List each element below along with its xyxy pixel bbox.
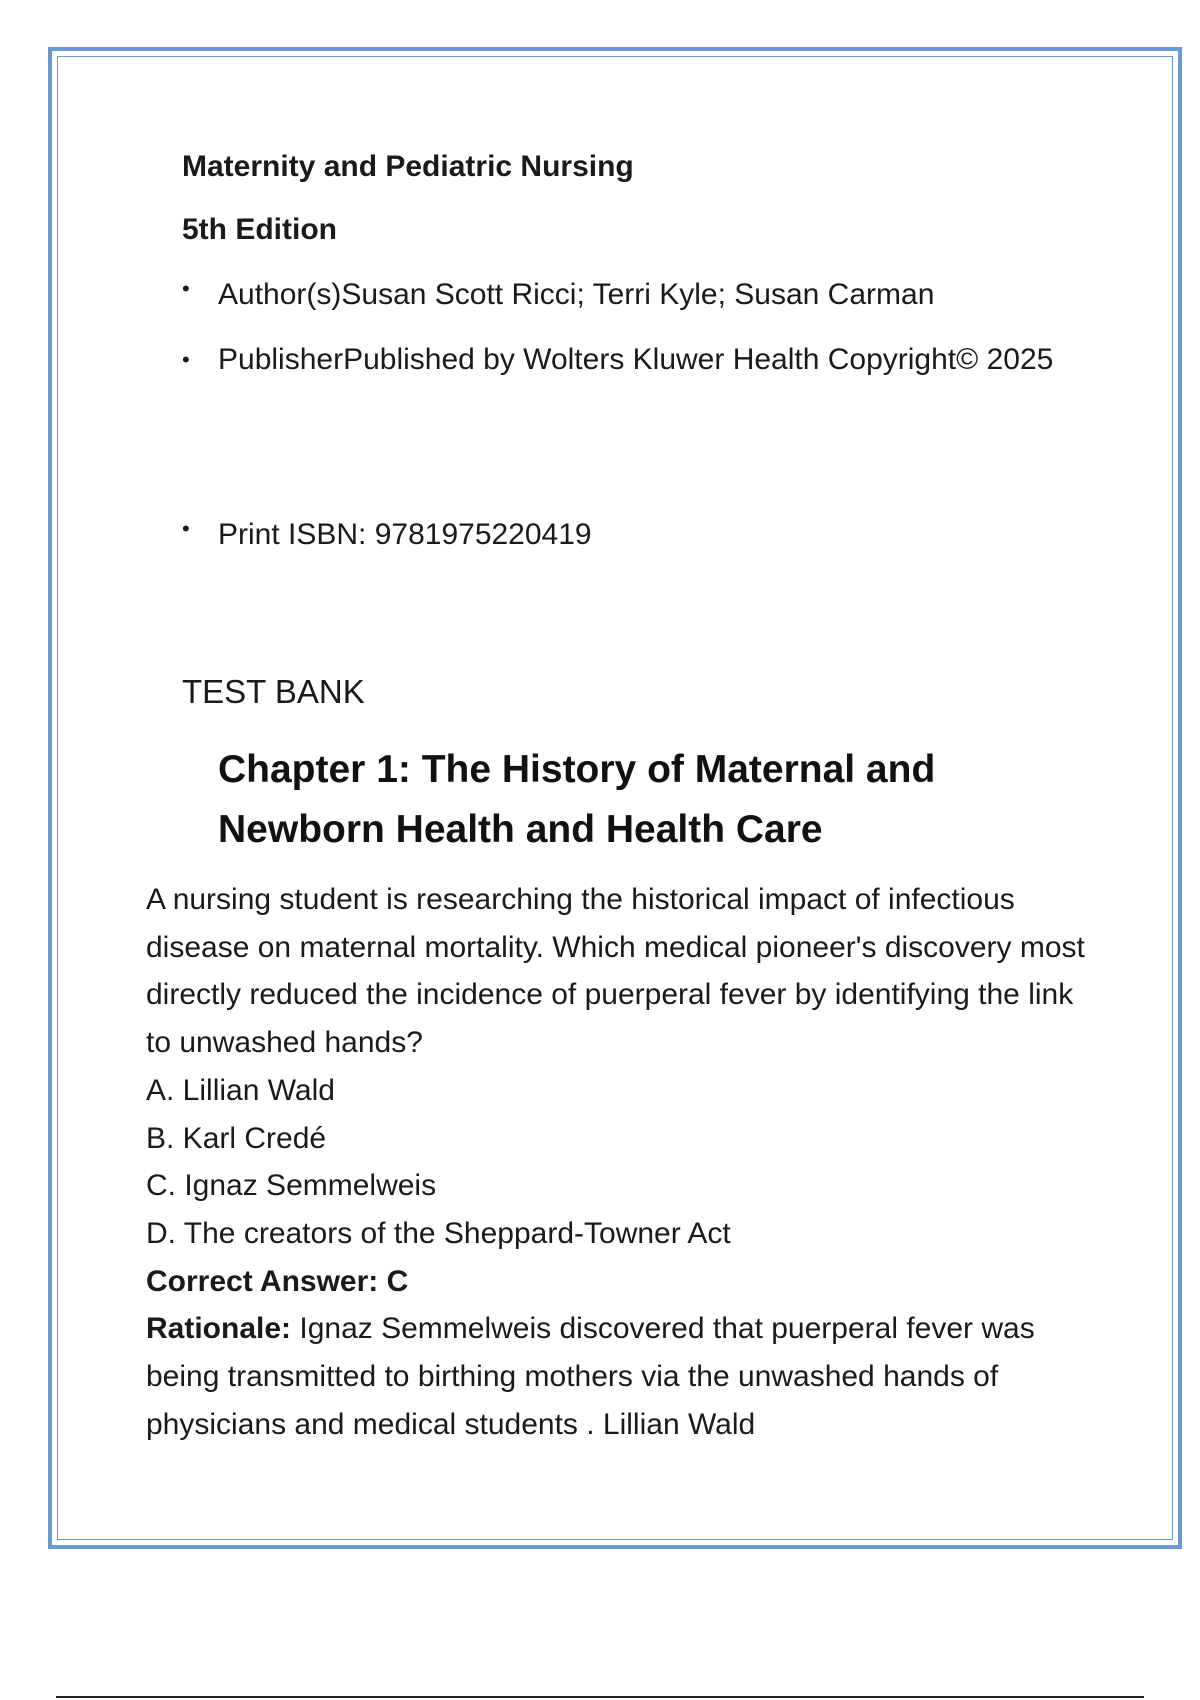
chapter-heading-line-1: Chapter 1: The History of Maternal and <box>218 748 936 791</box>
option-a: A. Lillian Wald <box>146 1073 335 1107</box>
meta-authors-text: Author(s)Susan Scott Ricci; Terri Kyle; Susan Carman <box>218 278 935 311</box>
meta-isbn-text: Print ISBN: 9781975220419 <box>218 518 592 551</box>
option-b: B. Karl Credé <box>146 1121 327 1155</box>
meta-authors <box>182 272 1082 317</box>
book-edition: 5th Edition <box>182 213 337 246</box>
option-c: C. Ignaz Semmelweis <box>146 1169 437 1203</box>
book-title: Maternity and Pediatric Nursing <box>182 150 634 183</box>
question-block <box>146 876 1106 1448</box>
rationale-text: Ignaz Semmelweis discovered that puerperal fever was being transmitted to birthing mothers via the unwashed hands of physicians and medical students . Lillian Wald <box>146 1312 1035 1441</box>
meta-isbn <box>182 512 1082 557</box>
rationale-label: Rationale: <box>146 1312 292 1346</box>
meta-publisher-text: PublisherPublished by Wolters Kluwer Health Copyright© 2025 <box>218 343 1054 376</box>
question-stem: A nursing student is researching the historical impact of infectious disease on maternal mortality. Which medical pioneer's discovery most directly reduced the incidence of puerperal fever by identifying the link to unwashed hands? <box>146 883 1085 1060</box>
option-d: D. The creators of the Sheppard-Towner Act <box>146 1216 731 1250</box>
correct-answer: Correct Answer: C <box>146 1264 409 1298</box>
footer-divider <box>56 1696 1144 1698</box>
bullet-icon: • <box>182 276 190 301</box>
rationale <box>146 1305 1106 1448</box>
bullet-icon: • <box>182 516 190 541</box>
bullet-icon: • <box>182 347 190 372</box>
chapter-heading-line-2: Newborn Health and Health Care <box>218 808 823 851</box>
meta-publisher <box>182 336 1082 383</box>
section-label: TEST BANK <box>182 673 365 710</box>
chapter-heading <box>218 740 1118 860</box>
